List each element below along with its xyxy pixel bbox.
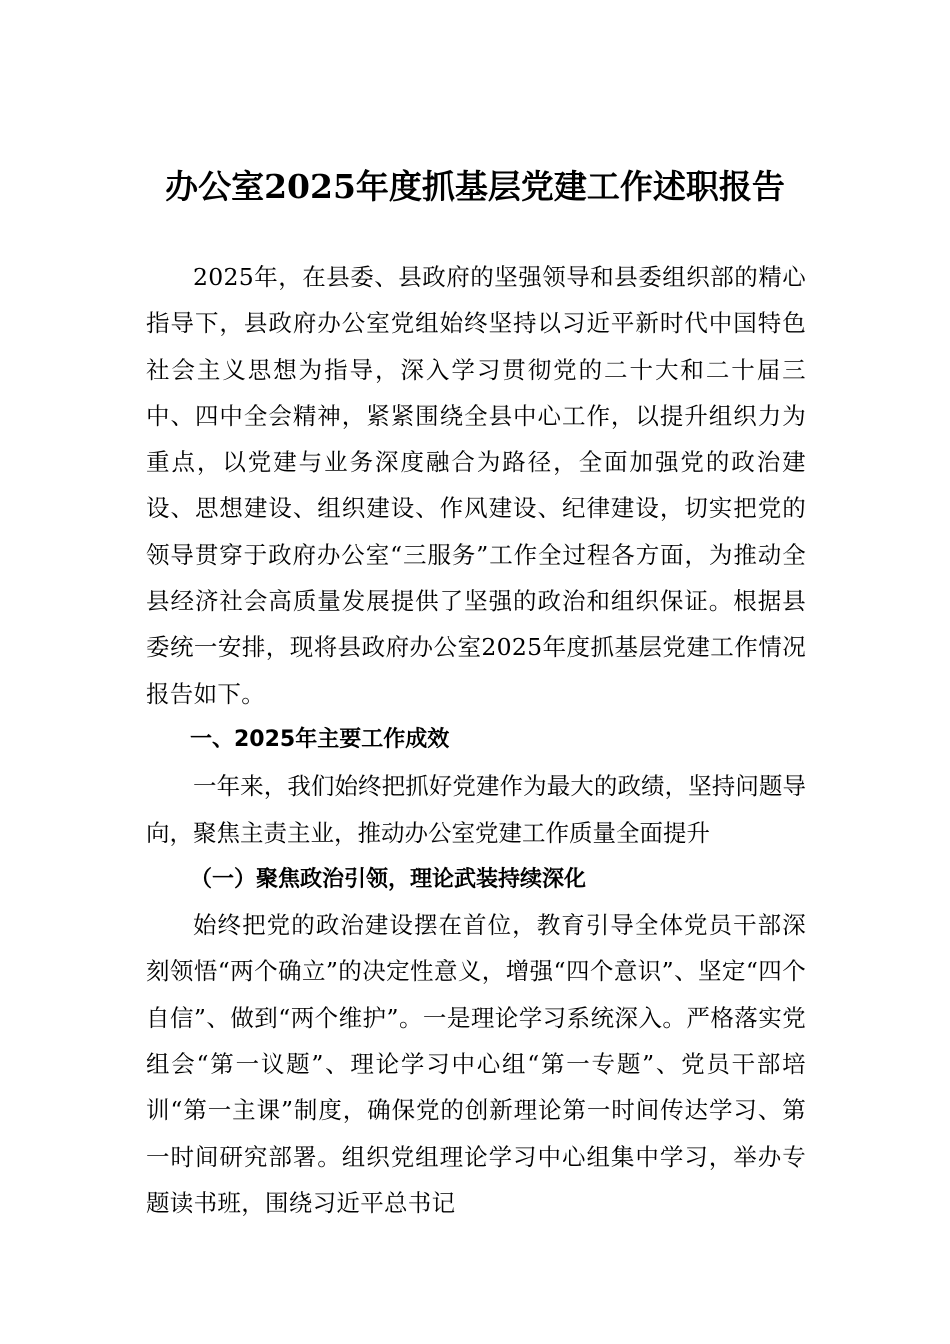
section-heading: 一、2025年主要工作成效 [190, 726, 450, 752]
intro-paragraph: 2025年，在县委、县政府的坚强领导和县委组织部的精心指导下，县政府办公室党组始终坚持以习近平新时代中国特色社会主义思想为指导，深入学习贯彻党的二十大和二十届三中、四中全会精神，紧紧围绕全县中心工作，以提升组织力为重点，以党建与业务深度融合为路径，全面加强党的政治建设、思想建设、组织建设、作风建设、纪律建设，切实把党的领导贯穿于政府办公室“三服务”工作全过程各方面，为推动全县经济社会高质量发展提供了坚强的政治和组织保证。根据县委统一安排，现将县政府办公室2025年度抓基层党建工作情况报告如下。 [146, 263, 806, 708]
subsection-body-paragraph: 始终把党的政治建设摆在首位，教育引导全体党员干部深刻领悟“两个确立”的决定性意义，增强“四个意识”、坚定“四个自信”、做到“两个维护”。一是理论学习系统深入。严格落实党组会“第一议题”、理论学习中心组“第一专题”、党员干部培训“第一主课”制度，确保党的创新理论第一时间传达学习、第一时间研究部署。组织党组理论学习中心组集中学习，举办专题读书班，围绕习近平总书记 [146, 911, 806, 1217]
section-intro-paragraph: 一年来，我们始终把抓好党建作为最大的政绩，坚持问题导向，聚焦主责主业，推动办公室党建工作质量全面提升 [146, 772, 806, 847]
document-title: 办公室2025年度抓基层党建工作述职报告 [165, 167, 785, 206]
subsection-heading: （一）聚焦政治引领，理论武装持续深化 [190, 865, 587, 892]
document-body [146, 254, 806, 1226]
